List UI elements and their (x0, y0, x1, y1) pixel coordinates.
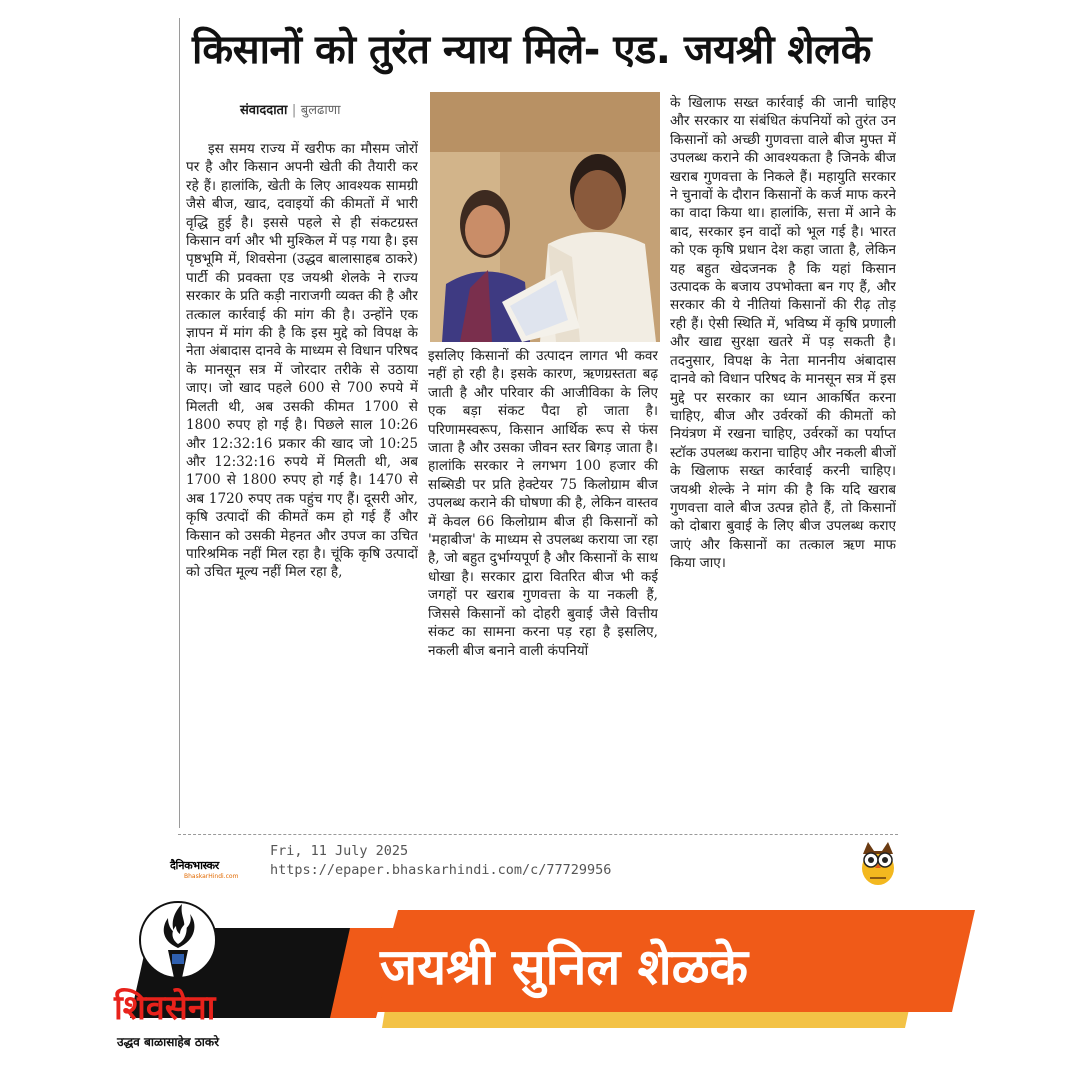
footer-divider (178, 834, 898, 835)
article-column-2: इसलिए किसानों की उत्पादन लागत भी कवर नहीं हो रही है। इसके कारण, ऋणग्रस्तता बढ़ जाती है और परिवार की आजीविका के लिए एक बड़ा संकट पैदा हो जाता है। परिणामस्वरूप, किसान आर्थिक रूप से फंस जाता है और उसका जीवन स्तर बिगड़ जाता है। हालांकि सरकार ने लगभग 100 हजार की सब्सिडी पर प्रति हेक्टेयर 75 किलोग्राम बीज उपलब्ध कराने की घोषणा की है, लेकिन वास्तव में केवल 66 किलोग्राम बीज ही किसानों को 'महाबीज' के माध्यम से उपलब्ध कराया जा रहा है, जो बहुत दुर्भाग्यपूर्ण है और किसानों के साथ धोखा है। सरकार द्वारा वितरित बीज भी कई जगहों पर खराब गुणवत्ता के या नकली हैं, जिससे किसानों को दोहरी बुवाई जैसे वित्तीय संकट का सामना करना पड़ रहा है इसलिए, नकली बीज बनाने वाली कंपनियों (428, 348, 658, 659)
edition-url[interactable]: https://epaper.bhaskarhindi.com/c/77729956 (270, 862, 612, 878)
article-headline: किसानों को तुरंत न्याय मिले- एड. जयश्री शेलके (192, 27, 871, 73)
article-column-3: के खिलाफ सख्त कार्रवाई की जानी चाहिए और सरकार या संबंधित कंपनियों को तुरंत उन किसानों को अच्छी गुणवत्ता वाले बीज मुफ्त में उपलब्ध कराने की आवश्यकता है जिनके बीज खराब गुणवत्ता के निकले हैं। महायुति सरकार ने चुनावों के दौरान किसानों के कर्ज माफ करने का वादा किया था। हालांकि, सत्ता में आने के बाद, सरकार इन वादों को भूल गई है। भारत को एक कृषि प्रधान देश कहा जाता है, लेकिन यह बहुत खेदजनक है कि यहां किसान उत्पादक के बजाय उपभोक्ता बन गए हैं, और सरकार की ये नीतियां किसानों की रीढ़ तोड़ रही हैं। ऐसी स्थिति में, भविष्य में कृषि प्रणाली और खाद्य सुरक्षा खतरे में पड़ सकती है। तदनुसार, विपक्ष के नेता माननीय अंबादास दानवे को विधान परिषद के मानसून सत्र में इस मुद्दे पर सरकार का ध्यान आकर्षित करना चाहिए, बीज और उर्वरकों की कीमतों को नियंत्रण में रखना चाहिए, उर्वरकों का पर्याप्त स्टॉक उपलब्ध कराना चाहिए और नकली बीजों के खिलाफ सख्त कार्रवाई करनी चाहिए। जयश्री शेल्के ने मांग की है कि यदि खराब गुणवत्ता वाले बीज उत्पन्न होते हैं, तो किसानों को दोबारा बुवाई के लिए बीज उपलब्ध कराए जाएं और किसानों का तत्काल ऋण माफ किया जाए। (670, 95, 896, 572)
newspaper-site: BhaskarHindi.com (184, 873, 239, 880)
column-rule (179, 18, 180, 828)
torch-icon (138, 896, 218, 986)
edition-stamp (270, 842, 611, 880)
newspaper-name: दैनिकभास्कर (170, 859, 219, 872)
edition-date: Fri, 11 July 2025 (270, 843, 409, 859)
photo-illustration (430, 92, 660, 342)
party-name: शिवसेना (114, 988, 216, 1028)
banner-name: जयश्री सुनिल शेळके (380, 938, 749, 996)
newspaper-logo (170, 858, 260, 880)
article-photo (430, 92, 660, 342)
party-subtitle: उद्धव बाळासाहेब ठाकरे (117, 1035, 220, 1049)
byline-label: संवाददाता (240, 103, 288, 118)
article-column-1: इस समय राज्य में खरीफ का मौसम जोरों पर है और किसान अपनी खेती की तैयारी कर रहे हैं। हालांकि, खेती के लिए आवश्यक सामग्री जैसे बीज, खाद, दवाइयों की कीमतों में भारी वृद्धि हुई है। इससे पहले से ही संकटग्रस्त किसान वर्ग और भी मुश्किल में पड़ गया है। इस पृष्ठभूमि में, शिवसेना (उद्धव बालासाहब ठाकरे) पार्टी की प्रवक्ता एड जयश्री शेलके ने राज्य सरकार के प्रति कड़ी नाराजगी व्यक्त की है और तत्काल कार्रवाई की मांग की है। उन्होंने एक ज्ञापन में मांग की है कि इस मुद्दे को विपक्ष के नेता अंबादास दानवे के माध्यम से विधान परिषद के मानसून सत्र में जोरदार तरीके से उठाया जाए। जो खाद पहले 600 से 700 रुपये में मिलती थी, अब उसकी कीमत 1700 से 1800 रुपए हो गई है। पिछले साल 10:26 और 12:32:16 प्रकार की खाद जो 10:25 और 12:32:16 रुपये में मिलती थी, अब 1700 से 1800 रुपए हो गई है। 1470 से अब 1720 रुपए तक पहुंच गए हैं। दूसरी ओर, कृषि उत्पादों की कीमतें कम हो गई हैं और किसान को उसकी मेहनत और उपज का उचित पारिश्रमिक नहीं मिल रहा है। चूंकि कृषि उत्पादों को उचित मूल्य नहीं मिल रहा है, (186, 141, 418, 581)
byline-separator: | (291, 103, 297, 118)
byline (240, 100, 341, 118)
owl-mascot-icon (858, 838, 898, 886)
byline-city: बुलढाणा (300, 103, 341, 118)
